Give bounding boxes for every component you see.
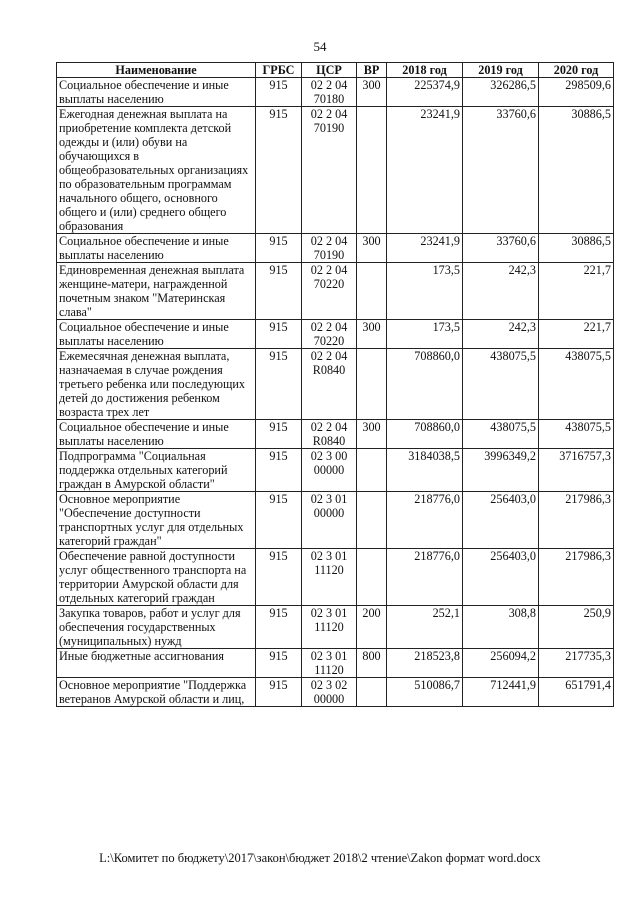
column-header-vr: ВР — [357, 63, 387, 78]
row-vr: 300 — [357, 78, 387, 107]
column-header-2020: 2020 год — [539, 63, 614, 78]
row-csr: 02 3 01 11120 — [302, 606, 357, 649]
column-header-2019: 2019 год — [463, 63, 539, 78]
row-2020: 30886,5 — [539, 107, 614, 234]
row-2019: 33760,6 — [463, 107, 539, 234]
row-2018: 218776,0 — [387, 549, 463, 606]
row-vr — [357, 678, 387, 707]
row-2019: 256403,0 — [463, 549, 539, 606]
row-2019: 242,3 — [463, 263, 539, 320]
row-grbs: 915 — [256, 78, 302, 107]
table-row — [57, 234, 614, 263]
row-vr — [357, 449, 387, 492]
footer-file-path: L:\Комитет по бюджету\2017\закон\бюджет 2018\2 чтение\Zakon формат word.docx — [99, 851, 541, 865]
row-grbs: 915 — [256, 649, 302, 678]
row-2019: 438075,5 — [463, 420, 539, 449]
row-2018: 510086,7 — [387, 678, 463, 707]
table-row — [57, 420, 614, 449]
row-grbs: 915 — [256, 349, 302, 420]
column-header-name: Наименование — [57, 63, 256, 78]
row-grbs: 915 — [256, 420, 302, 449]
row-name: Социальное обеспечение и иные выплаты населению — [57, 78, 256, 107]
table-row — [57, 263, 614, 320]
row-csr: 02 3 02 00000 — [302, 678, 357, 707]
row-csr: 02 2 04 70220 — [302, 320, 357, 349]
row-2018: 225374,9 — [387, 78, 463, 107]
budget-table — [56, 62, 614, 707]
row-vr — [357, 349, 387, 420]
row-csr: 02 3 01 00000 — [302, 492, 357, 549]
row-vr: 300 — [357, 320, 387, 349]
row-2019: 256094,2 — [463, 649, 539, 678]
row-2018: 23241,9 — [387, 234, 463, 263]
row-grbs: 915 — [256, 449, 302, 492]
row-2019: 326286,5 — [463, 78, 539, 107]
row-2019: 712441,9 — [463, 678, 539, 707]
row-2019: 256403,0 — [463, 492, 539, 549]
table-row — [57, 107, 614, 234]
row-2019: 3996349,2 — [463, 449, 539, 492]
row-csr: 02 2 04 70220 — [302, 263, 357, 320]
row-name: Социальное обеспечение и иные выплаты населению — [57, 234, 256, 263]
row-2020: 217735,3 — [539, 649, 614, 678]
row-vr: 300 — [357, 420, 387, 449]
column-header-grbs: ГРБС — [256, 63, 302, 78]
row-grbs: 915 — [256, 678, 302, 707]
row-csr: 02 2 04 70190 — [302, 234, 357, 263]
row-2020: 221,7 — [539, 320, 614, 349]
row-2018: 252,1 — [387, 606, 463, 649]
table-row — [57, 349, 614, 420]
row-2018: 173,5 — [387, 320, 463, 349]
row-csr: 02 2 04 70180 — [302, 78, 357, 107]
row-grbs: 915 — [256, 234, 302, 263]
row-vr — [357, 263, 387, 320]
table-row — [57, 492, 614, 549]
row-name: Основное мероприятие "Обеспечение доступности транспортных услуг для отдельных категорий граждан" — [57, 492, 256, 549]
row-grbs: 915 — [256, 549, 302, 606]
row-2018: 708860,0 — [387, 349, 463, 420]
row-2020: 651791,4 — [539, 678, 614, 707]
row-name: Обеспечение равной доступности услуг общественного транспорта на территории Амурской области для отдельных категорий граждан — [57, 549, 256, 606]
page-number: 54 — [313, 39, 327, 54]
table-row — [57, 649, 614, 678]
row-vr: 300 — [357, 234, 387, 263]
row-csr: 02 3 01 11120 — [302, 549, 357, 606]
row-name: Основное мероприятие "Поддержка ветеранов Амурской области и лиц, — [57, 678, 256, 707]
row-csr: 02 3 01 11120 — [302, 649, 357, 678]
row-2019: 438075,5 — [463, 349, 539, 420]
row-2018: 23241,9 — [387, 107, 463, 234]
row-name: Единовременная денежная выплата женщине-матери, награжденной почетным знаком "Материнская слава" — [57, 263, 256, 320]
row-name: Социальное обеспечение и иные выплаты населению — [57, 420, 256, 449]
row-2020: 250,9 — [539, 606, 614, 649]
row-name: Подпрограмма "Социальная поддержка отдельных категорий граждан в Амурской области" — [57, 449, 256, 492]
table-row — [57, 78, 614, 107]
table-row — [57, 549, 614, 606]
row-2018: 173,5 — [387, 263, 463, 320]
row-2020: 217986,3 — [539, 549, 614, 606]
row-grbs: 915 — [256, 320, 302, 349]
row-2020: 3716757,3 — [539, 449, 614, 492]
row-2018: 218523,8 — [387, 649, 463, 678]
row-vr — [357, 492, 387, 549]
table-header-row — [57, 63, 614, 78]
column-header-csr: ЦСР — [302, 63, 357, 78]
row-2020: 221,7 — [539, 263, 614, 320]
row-2019: 242,3 — [463, 320, 539, 349]
row-csr: 02 2 04 R0840 — [302, 420, 357, 449]
row-grbs: 915 — [256, 263, 302, 320]
row-vr: 200 — [357, 606, 387, 649]
row-name: Ежегодная денежная выплата на приобретение комплекта детской одежды и (или) обуви на обучающихся в общеобразовательных организациях по образовательным программам начального общего, основного общего и (или) среднего общего образования — [57, 107, 256, 234]
row-2020: 438075,5 — [539, 349, 614, 420]
row-2019: 308,8 — [463, 606, 539, 649]
row-vr — [357, 549, 387, 606]
row-2020: 217986,3 — [539, 492, 614, 549]
row-csr: 02 3 00 00000 — [302, 449, 357, 492]
row-2018: 708860,0 — [387, 420, 463, 449]
row-grbs: 915 — [256, 107, 302, 234]
row-grbs: 915 — [256, 492, 302, 549]
table-row — [57, 449, 614, 492]
row-2018: 218776,0 — [387, 492, 463, 549]
table-row — [57, 320, 614, 349]
table-row — [57, 678, 614, 707]
column-header-2018: 2018 год — [387, 63, 463, 78]
row-name: Ежемесячная денежная выплата, назначаемая в случае рождения третьего ребенка или последующих детей до достижения ребенком возраста трех лет — [57, 349, 256, 420]
row-name: Иные бюджетные ассигнования — [57, 649, 256, 678]
row-2020: 298509,6 — [539, 78, 614, 107]
row-csr: 02 2 04 R0840 — [302, 349, 357, 420]
row-2018: 3184038,5 — [387, 449, 463, 492]
row-name: Социальное обеспечение и иные выплаты населению — [57, 320, 256, 349]
row-2020: 438075,5 — [539, 420, 614, 449]
row-2019: 33760,6 — [463, 234, 539, 263]
row-csr: 02 2 04 70190 — [302, 107, 357, 234]
row-2020: 30886,5 — [539, 234, 614, 263]
row-vr: 800 — [357, 649, 387, 678]
row-grbs: 915 — [256, 606, 302, 649]
row-vr — [357, 107, 387, 234]
table-row — [57, 606, 614, 649]
row-name: Закупка товаров, работ и услуг для обеспечения государственных (муниципальных) нужд — [57, 606, 256, 649]
